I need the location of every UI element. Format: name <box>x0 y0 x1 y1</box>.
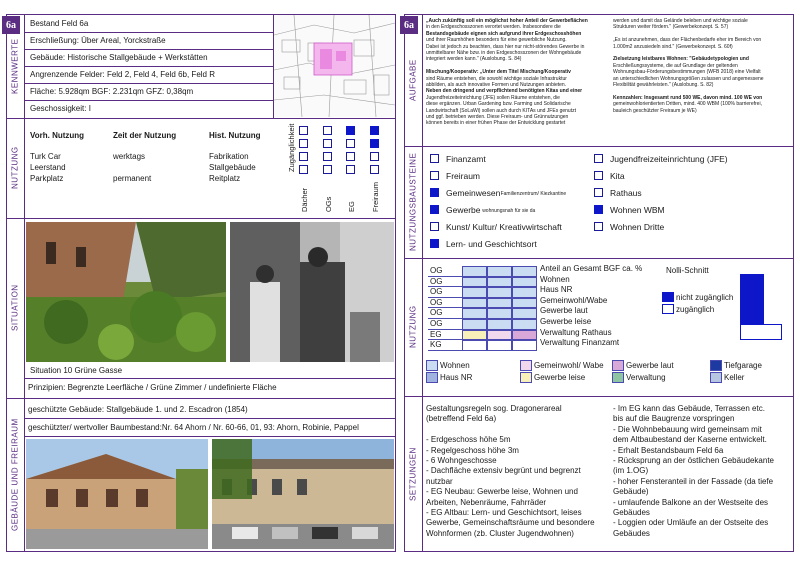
access-checkbox[interactable] <box>323 126 332 135</box>
baustein-checkbox[interactable] <box>594 154 603 163</box>
aufgabe-line: Erschließungssysteme, die auf Grundlage der geltenden <box>613 62 738 69</box>
access-checkbox[interactable] <box>346 126 355 135</box>
nutzung-legend-label: Wohnen <box>440 361 470 370</box>
baustein-label: Freiraum <box>446 171 481 181</box>
nutzung-legend-label: Keller <box>724 373 745 382</box>
left-label-divider <box>24 14 25 552</box>
access-checkbox[interactable] <box>370 139 379 148</box>
nutzung-legend-swatch <box>612 360 624 371</box>
nutzung-left-cell: Leerstand <box>30 163 66 172</box>
access-column-label: Dächer <box>300 187 309 212</box>
nutzung-legend-label: Tiefgarage <box>724 361 762 370</box>
baustein-label: Wohnen WBM <box>610 205 665 215</box>
access-checkbox[interactable] <box>370 152 379 161</box>
situation-caption-line <box>24 378 396 379</box>
nutzung-left-cell: Fabrikation <box>209 152 249 161</box>
setzung-line: Wohnformen (zb. Cluster Jugendwohnen) <box>426 528 574 538</box>
baustein-checkbox[interactable] <box>430 205 439 214</box>
setzung-line: - umlaufende Balkone an der Westseite des <box>613 497 769 507</box>
access-checkbox[interactable] <box>299 165 308 174</box>
bausteine-label: NUTZUNGSBAUSTEINE <box>408 152 418 252</box>
baustein-checkbox[interactable] <box>594 205 603 214</box>
access-column-label: EG <box>347 201 356 212</box>
aufgabe-line: Dabei ist jedoch zu beachten, dass hier nur nicht-störendes Gewerbe in <box>426 43 585 50</box>
floor-usage-label: Anteil an Gesamt BGF ca. % <box>540 264 643 273</box>
setzung-line: - Erdgeschoss höhe 5m <box>426 435 511 445</box>
floor-usage-label: Haus NR <box>540 285 573 295</box>
baustein-checkbox[interactable] <box>430 188 439 197</box>
floor-usage-cell <box>487 319 512 330</box>
floor-usage-cell <box>462 287 487 298</box>
kennwerte-row: Bestand Feld 6a <box>30 19 89 28</box>
baustein-sublabel: wohnungsnah für sie da <box>482 208 536 214</box>
baustein-checkbox[interactable] <box>594 222 603 231</box>
nutzung-legend-swatch <box>426 372 438 383</box>
access-checkbox[interactable] <box>323 152 332 161</box>
aufgabe-line: in den Erdgeschosszonen verortet werden. Insbesondere die <box>426 24 561 31</box>
nutzung-header-zeit: Zeit der Nutzung <box>113 131 177 140</box>
baustein-checkbox[interactable] <box>594 188 603 197</box>
nutzung-right-bottom-line <box>404 396 794 397</box>
photo-brick-building <box>26 439 208 549</box>
nutzung-left-label: NUTZUNG <box>10 146 20 190</box>
left-page-tag: 6a <box>2 16 20 34</box>
floor-level-label: OG <box>430 266 443 275</box>
baustein-label: Kita <box>610 171 625 181</box>
floor-level-label: KG <box>430 340 442 350</box>
baustein-label: Gemeinwesen <box>446 188 501 198</box>
situation-label: SITUATION <box>10 284 20 332</box>
floor-usage-cell <box>487 330 512 341</box>
floor-usage-cell <box>512 266 537 277</box>
floor-usage-cell <box>512 287 537 298</box>
floor-usage-cell <box>487 298 512 309</box>
access-checkbox[interactable] <box>346 139 355 148</box>
nutzung-left-cell: permanent <box>113 174 152 183</box>
right-page-tag: 6a <box>400 16 418 34</box>
nolli-legend-label-2: zugänglich <box>676 305 715 314</box>
kennwerte-label: KENNWERTE <box>10 38 20 94</box>
access-checkbox[interactable] <box>370 165 379 174</box>
floor-usage-cell <box>512 308 537 319</box>
nutzung-left-cell: werktags <box>113 152 146 161</box>
floor-usage-cell <box>462 330 487 341</box>
access-checkbox[interactable] <box>346 152 355 161</box>
gebaeude-row-line-1 <box>24 418 396 419</box>
floor-usage-cell <box>462 277 487 288</box>
aufgabe-line: Zielsetzung leistbares Wohnen: "Gebäudetypologien und <box>613 56 749 63</box>
kennwerte-row: Gebäude: Historische Stallgebäude + Werkstätten <box>30 53 208 62</box>
setzung-line: bis auf die Baugrenze vorspringen <box>613 414 735 424</box>
nutzung-right-label: NUTZUNG <box>408 305 418 349</box>
aufgabe-line: können bereits in einer frühen Phase der Entwicklung gestartet <box>426 120 566 127</box>
floor-usage-cell <box>487 277 512 288</box>
access-column-label: Freiraum <box>371 181 380 212</box>
floor-usage-cell <box>512 340 537 351</box>
access-checkbox[interactable] <box>323 165 332 174</box>
gebaeude-row-line-2 <box>24 436 396 437</box>
baustein-label: Gewerbe <box>446 205 481 215</box>
kennwerte-row-line <box>24 32 273 33</box>
setzung-line: Gestaltungsregeln sog. Dragonerareal <box>426 404 562 413</box>
setzung-line: Gebäude) <box>613 487 649 497</box>
nutzung-legend-swatch <box>520 360 532 371</box>
access-checkbox[interactable] <box>299 126 308 135</box>
nolli-title: Nolli-Schnitt <box>666 266 709 275</box>
setzung-line: - EG Neubau: Gewerbe leise, Wohnen und <box>426 487 578 497</box>
floor-level-label: OG <box>430 297 443 307</box>
kennwerte-bottom-line <box>6 118 396 119</box>
baustein-checkbox[interactable] <box>430 154 439 163</box>
baustein-checkbox[interactable] <box>430 239 439 248</box>
floor-level-label: OG <box>430 276 443 286</box>
floor-usage-cell <box>462 340 487 351</box>
nutzung-left-cell: Reitplatz <box>209 174 241 183</box>
aufgabe-line: gemeinwohlorientierten Dritten, mind. 400 WBM (100% barrierefrei, <box>613 101 762 108</box>
kennwerte-row-line <box>24 83 273 84</box>
aufgabe-line: abbilden, als auch innovative Formen und Nutzungen anbieten. <box>426 82 567 88</box>
photo-green-alley <box>26 222 226 362</box>
floor-usage-cell <box>487 287 512 298</box>
floor-level-label: OG <box>430 319 443 328</box>
site-plan-map <box>274 15 395 117</box>
aufgabe-line: und ihrer Raumhöhen besonders für eine gewerbliche Nutzung. <box>426 37 567 44</box>
nolli-section-base <box>740 324 782 340</box>
setzung-line: - 6 Wohngeschosse <box>426 456 497 465</box>
floor-usage-cell <box>462 298 487 309</box>
gebaeude-row-1: geschützte Gebäude: Stallgebäude 1. und 2. Escadron (1854) <box>28 405 248 414</box>
floor-usage-cell <box>462 308 487 319</box>
nutzung-left-cell: Parkplatz <box>30 174 64 183</box>
aufgabe-line: Flexibilität gewährleisten." (Auslobung. S. 82) <box>613 82 714 88</box>
aufgabe-line: und ggf. betrieben werden. Diese Freiraum- und Grünnutzungen <box>426 114 569 120</box>
baustein-label: Kunst/ Kultur/ Kreativwirtschaft <box>446 222 562 232</box>
setzung-line: (im 1.OG) <box>613 466 649 476</box>
floor-level-label: EG <box>430 329 442 339</box>
nutzung-legend-swatch <box>520 372 532 383</box>
baustein-label: Finanzamt <box>446 154 486 164</box>
setzung-line: Arbeiten, Nebenräume, Fahrräder <box>426 497 547 507</box>
aufgabe-line: Neben den dringend und verpflichtend benötigten Kitas und einer <box>426 88 583 95</box>
access-column-label: Zugänglichkeit <box>287 123 296 172</box>
nutzung-legend-swatch <box>710 372 722 383</box>
access-checkbox[interactable] <box>323 139 332 148</box>
setzung-line: - Loggien oder Umläufe an der Ostseite des <box>613 518 769 528</box>
nutzung-legend-swatch <box>710 360 722 371</box>
floor-usage-label: Gemeinwohl/Wabe <box>540 295 608 305</box>
gebaeude-label: GEBÄUDE UND FREIRAUM <box>10 418 20 532</box>
nutzung-legend-label: Gewerbe leise <box>534 373 586 382</box>
setzung-line: (betreffend Feld 6a) <box>426 414 497 424</box>
aufgabe-line: integriert werden kann." (Auslobung. S. 84) <box>426 56 522 63</box>
floor-level-label: OG <box>430 287 443 297</box>
bausteine-bottom-line <box>404 258 794 259</box>
aufgabe-line: „Es ist anzunehmen, dass der Flächenbedarfe eher im Bereich von <box>613 37 762 44</box>
setzung-line: nutzbar <box>426 476 453 486</box>
floor-usage-cell <box>512 277 537 288</box>
access-checkbox[interactable] <box>370 126 379 135</box>
baustein-checkbox[interactable] <box>430 222 439 231</box>
kennwerte-row: Angrenzende Felder: Feld 2, Feld 4, Feld 6b, Feld R <box>30 70 215 79</box>
situation-caption: Situation 10 Grüne Gasse <box>30 366 123 375</box>
setzung-line: - Dachfläche extensiv begrünt und begrenzt <box>426 466 581 476</box>
nolli-legend-label-1: nicht zugänglich <box>676 293 734 302</box>
nutzung-legend-label: Gewerbe laut <box>626 361 674 370</box>
floor-usage-label: Verwaltung Rathaus <box>540 327 612 337</box>
floor-usage-label: Wohnen <box>540 274 570 284</box>
baustein-sublabel: Familienzentrum/ Kiezkantine <box>500 191 567 197</box>
kennwerte-row-line <box>24 66 273 67</box>
nutzung-legend-label: Verwaltung <box>626 373 666 382</box>
aufgabe-line: bauleich geschützter Freiraum je WE) <box>613 107 697 114</box>
access-checkbox[interactable] <box>299 139 308 148</box>
setzung-line: - Rücksprung an der östlichen Gebäudekante <box>613 456 774 465</box>
setzung-line: - Erhalt Bestandsbaum Feld 6a <box>613 445 724 455</box>
floor-usage-cell <box>512 298 537 309</box>
setzung-line: Gebäudes <box>613 528 650 538</box>
access-checkbox[interactable] <box>299 152 308 161</box>
nutzung-header-vorh: Vorh. Nutzung <box>30 131 85 140</box>
floor-usage-label: Gewerbe laut <box>540 306 588 316</box>
setzung-line: - Die Wohnbebauung wird gemeinsam mit <box>613 424 762 434</box>
kennwerte-row: Erschließung: Über Areal, Yorckstraße <box>30 36 166 45</box>
setzung-line: - hoher Fensteranteil in der Fassade (da tiefe <box>613 476 774 486</box>
setzung-line: - Im EG kann das Gebäude, Terrassen etc. <box>613 404 765 413</box>
aufgabe-bottom-line <box>404 146 794 147</box>
aufgabe-line: Landwirtschaft (SoLaWi) sollen auch durch KITAs und JFEs genutzt <box>426 107 576 114</box>
baustein-label: Jugendfreizeiteinrichtung (JFE) <box>610 154 728 164</box>
nutzung-left-cell: Turk Car <box>30 152 61 161</box>
nutzung-legend-swatch <box>426 360 438 371</box>
kennwerte-row-line <box>24 49 273 50</box>
floor-usage-label: Verwaltung Finanzamt <box>540 338 620 348</box>
photo-historic-bw <box>230 222 394 362</box>
aufgabe-line: unmittelbarer Nähe bzw. in den Erdgeschosszonen der Wohngebäude <box>426 50 582 56</box>
floor-usage-cell <box>487 266 512 277</box>
aufgabe-line: Kennzahlen: Insgesamt rund 500 WE, davon mind. 100 WE von <box>613 94 763 101</box>
nolli-legend-empty <box>662 304 674 314</box>
right-label-divider <box>422 14 423 552</box>
nolli-legend-filled <box>662 292 674 302</box>
baustein-checkbox[interactable] <box>430 171 439 180</box>
setzung-line: Gebäudes <box>613 508 650 517</box>
setzung-line: - Regelgeschoss höhe 3m <box>426 445 519 455</box>
aufgabe-line: Mischung/Kooperativ: „Unter dem Titel Mischung/Kooperativ <box>426 69 571 76</box>
setzung-line: Gewerbe, Gemeinschaftsräume und besondere <box>426 518 595 528</box>
kennwerte-row-line <box>24 100 273 101</box>
nutzung-header-hist: Hist. Nutzung <box>209 131 261 140</box>
floor-usage-cell <box>462 319 487 330</box>
aufgabe-line: „Auch zukünftig soll ein möglichst hoher Anteil der Gewerbeflächen <box>426 18 588 24</box>
floor-usage-cell <box>512 319 537 330</box>
nutzung-bottom-line <box>6 218 396 219</box>
access-checkbox[interactable] <box>346 165 355 174</box>
baustein-label: Wohnen Dritte <box>610 222 665 232</box>
photo-building-parking <box>212 439 394 549</box>
situation-bottom-line <box>6 398 396 399</box>
aufgabe-line: Jugendfreizeiteinrichtung (JFE) sollen Räume entstehen, die <box>426 94 560 101</box>
aufgabe-line: werden und damit das Gelände beleben und wichtige soziale <box>613 18 748 24</box>
aufgabe-line: an unterschiedlichen Wohnungsgrößen zulassen und angemessene <box>613 75 764 82</box>
nutzung-legend-swatch <box>612 372 624 383</box>
setzung-line: - EG Altbau: Lern- und Geschichtsort, leises <box>426 508 582 517</box>
kennwerte-row: Geschossigkeit: I <box>30 104 91 113</box>
setzung-line: dem Altbaubestand der Kaserne entwickelt. <box>613 435 767 445</box>
situation-prinzipien: Prinzipien: Begrenzte Leerfläche / Grüne Zimmer / undefinierte Fläche <box>28 383 277 392</box>
nutzung-legend-label: Gemeinwohl/ Wabe <box>534 361 604 370</box>
floor-usage-cell <box>487 340 512 351</box>
floor-usage-cell <box>487 308 512 319</box>
aufgabe-label: AUFGABE <box>408 59 418 101</box>
aufgabe-line: sind Räume entstehen, die sowohl wichtige soziale Infrastruktur <box>426 75 567 82</box>
kennwerte-row: Fläche: 5.928qm BGF: 2.231qm GFZ: 0,38qm <box>30 87 194 96</box>
baustein-label: Rathaus <box>610 188 642 198</box>
aufgabe-line: Bestandsgebäude eignen sich aufgrund ihrer Erdgeschosshöhen <box>426 30 582 37</box>
nutzung-left-cell: Stallgebäude <box>209 163 256 172</box>
floor-usage-label: Gewerbe leise <box>540 317 592 326</box>
setzungen-label: SETZUNGEN <box>408 447 418 501</box>
access-column-label: OGs <box>324 196 333 212</box>
baustein-checkbox[interactable] <box>594 171 603 180</box>
baustein-label: Lern- und Geschichtsort <box>446 239 537 249</box>
nutzung-legend-label: Haus NR <box>440 373 473 382</box>
aufgabe-line: 1.000m2 anzusiedeln sind." (Gewerbekonzept. S. 60f) <box>613 43 733 50</box>
floor-usage-cell <box>462 266 487 277</box>
gebaeude-row-2: geschützter/ wertvoller Baumbestand:Nr. 64 Ahorn / Nr. 60-66, 01, 93: Ahorn, Robinie, Pappel <box>28 423 359 432</box>
floor-usage-cell <box>512 330 537 341</box>
aufgabe-line: Strukturen weiter fördern." (Gewerbekonzept. S. 57) <box>613 24 729 31</box>
aufgabe-line: diese ergänzen. Urban Gardening bzw. Farming und Solidarische <box>426 101 571 108</box>
aufgabe-line: Wohnungsbau-Förderungsbestimmungen (WFB 2018) eine Vielfalt <box>613 69 761 76</box>
floor-level-label: OG <box>430 308 443 318</box>
